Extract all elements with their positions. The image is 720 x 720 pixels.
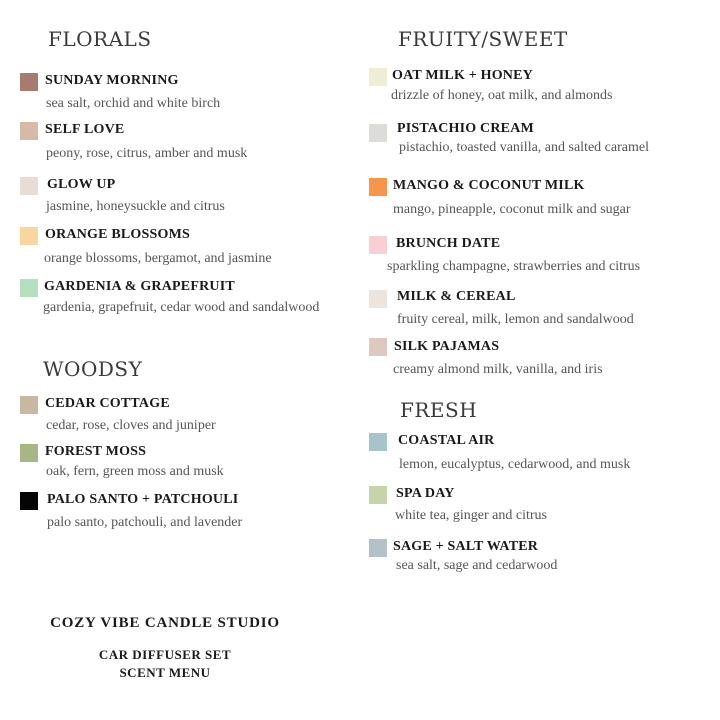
scent-notes: drizzle of honey, oat milk, and almonds <box>391 88 613 103</box>
scent-notes: jasmine, honeysuckle and citrus <box>46 199 225 214</box>
section-heading-woodsy: WOODSY <box>43 357 143 381</box>
scent-name: GARDENIA & GRAPEFRUIT <box>44 279 235 294</box>
color-swatch <box>369 68 387 86</box>
scent-name: SUNDAY MORNING <box>45 73 179 88</box>
color-swatch <box>20 122 38 140</box>
section-heading-fresh: FRESH <box>400 398 478 422</box>
scent-notes: oak, fern, green moss and musk <box>46 464 224 479</box>
scent-notes: sparkling champagne, strawberries and citrus <box>387 259 641 274</box>
color-swatch <box>20 73 38 91</box>
section-heading-florals: FLORALS <box>48 27 152 51</box>
color-swatch <box>20 227 38 245</box>
scent-notes: fruity cereal, milk, lemon and sandalwood <box>397 312 634 327</box>
section-heading-fruity-sweet: FRUITY/SWEET <box>398 27 568 51</box>
color-swatch <box>369 290 387 308</box>
scent-name: SAGE + SALT WATER <box>393 539 539 554</box>
scent-name: MILK & CEREAL <box>397 289 516 304</box>
scent-name: PISTACHIO CREAM <box>397 121 534 136</box>
color-swatch <box>20 396 38 414</box>
scent-notes: pistachio, toasted vanilla, and salted caramel <box>399 140 649 155</box>
scent-name: MANGO & COCONUT MILK <box>393 178 585 193</box>
scent-notes: mango, pineapple, coconut milk and sugar <box>393 202 631 217</box>
scent-name: SELF LOVE <box>45 122 125 137</box>
scent-notes: cedar, rose, cloves and juniper <box>46 418 216 433</box>
scent-name: PALO SANTO + PATCHOULI <box>47 492 239 507</box>
menu-subtitle: SCENT MENU <box>119 665 211 680</box>
scent-notes: lemon, eucalyptus, cedarwood, and musk <box>399 457 631 472</box>
color-swatch <box>20 492 38 510</box>
scent-notes: palo santo, patchouli, and lavender <box>47 515 243 530</box>
color-swatch <box>369 124 387 142</box>
scent-name: FOREST MOSS <box>45 444 147 459</box>
scent-notes: creamy almond milk, vanilla, and iris <box>393 362 603 377</box>
scent-notes: orange blossoms, bergamot, and jasmine <box>44 251 272 266</box>
scent-name: COASTAL AIR <box>398 433 495 448</box>
product-title: CAR DIFFUSER SET <box>98 647 232 662</box>
color-swatch <box>369 486 387 504</box>
color-swatch <box>20 177 38 195</box>
scent-name: ORANGE BLOSSOMS <box>45 227 190 242</box>
color-swatch <box>369 539 387 557</box>
scent-name: BRUNCH DATE <box>396 236 501 251</box>
scent-name: SILK PAJAMAS <box>394 339 500 354</box>
scent-notes: white tea, ginger and citrus <box>395 508 548 523</box>
scent-name: CEDAR COTTAGE <box>45 396 170 411</box>
color-swatch <box>369 236 387 254</box>
scent-notes: peony, rose, citrus, amber and musk <box>46 146 248 161</box>
color-swatch <box>369 178 387 196</box>
scent-notes: sea salt, sage and cedarwood <box>396 558 558 573</box>
color-swatch <box>369 338 387 356</box>
studio-name: COZY VIBE CANDLE STUDIO <box>50 615 280 631</box>
scent-name: OAT MILK + HONEY <box>392 68 533 83</box>
scent-name: SPA DAY <box>396 486 455 501</box>
color-swatch <box>20 279 38 297</box>
color-swatch <box>20 444 38 462</box>
scent-notes: gardenia, grapefruit, cedar wood and sandalwood <box>43 300 320 315</box>
color-swatch <box>369 433 387 451</box>
scent-notes: sea salt, orchid and white birch <box>46 96 221 111</box>
scent-name: GLOW UP <box>47 177 116 192</box>
